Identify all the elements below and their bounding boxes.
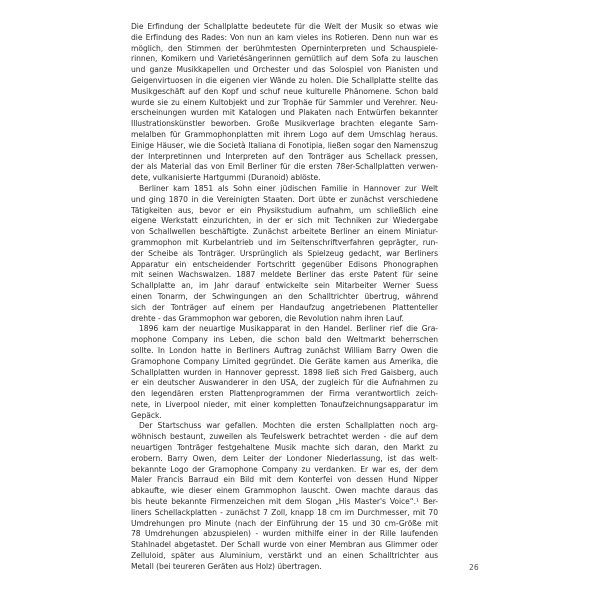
text-line: Illustrationskünstler beworben. Große Musikverlage brachten elegante Sam- [131, 119, 438, 129]
text-line: Musikgeschäft auf den Kopf und schuf neue kulturelle Phänomene. Schon bald [131, 86, 438, 96]
text-line: rinnen, Komikern und Varietésängerinnen gemütlich auf dem Sofa zu lauschen [131, 54, 438, 64]
text-line: eigene Werkstatt einzurichten, in der er sich mit Techniken zur Wiedergabe [131, 216, 438, 226]
text-line: Schallplatte an, im Jahr darauf entwickelte sein Mitarbeiter Werner Suess [131, 281, 438, 291]
text-line: von Schallwellen beschäftigte. Zunächst arbeitete Berliner an einem Miniatur- [131, 227, 438, 237]
text-line: Der Startschuss war gefallen. Mochten die ersten Schallplatten noch arg- [139, 421, 438, 431]
text-line: wurde sie zu einem Kultobjekt und zur Trophäe für Sammler und Verehrer. Neu- [131, 97, 438, 107]
text-line: neuartigen Tonträger festgehaltene Musik machte sich daran, den Markt zu [131, 443, 438, 453]
text-line: sich der Tonträger auf einem per Handaufzug angetriebenen Plattenteller [131, 302, 438, 312]
paragraph [131, 421, 438, 572]
text-line: der als Material das von Emil Berliner für die ersten 78er-Schallplatten verwen- [131, 162, 438, 172]
text-line: mit seinen Wachswalzen. 1887 meldete Berliner das erste Patent für seine [131, 270, 438, 280]
text-line: Einige Häuser, wie die Società Italiana di Fonotipia, ließen sogar den Namenszug [131, 140, 438, 150]
text-line: Gepäck. [131, 410, 162, 420]
text-line: Berliner kam 1851 als Sohn einer jüdischen Familie in Hannover zur Welt [139, 183, 438, 193]
text-line: Maler Francis Barraud ein Bild mit dem Konterfei von dessen Hund Nipper [131, 475, 438, 485]
text-line: 78 Umdrehungen abzuspielen) - wurden mithilfe einer in der Rille laufenden [131, 529, 438, 539]
text-line: Gramophone Company Limited gegründet. Die Geräte kamen aus Amerika, die [131, 356, 438, 366]
text-line: und ganze Musikkapellen und Orchester und das Solospiel von Pianisten und [131, 65, 438, 75]
text-line: die Erfindung des Rades: Von nun an kam vieles ins Rotieren. Denn nun war es [131, 32, 438, 42]
text-line: Stahlnadel abgetastet. Der Schall wurde von einer Membran aus Glimmer oder [131, 540, 438, 550]
text-line: bekannte Logo der Gramophone Company zu verdanken. Er war es, der dem [131, 464, 438, 474]
text-line: Die Erfindung der Schallplatte bedeutete für die Welt der Musik so etwas wie [131, 22, 438, 31]
text-line: erscheinungen wurden mit Katalogen und Plakaten nach Entwürfen bekannter [131, 108, 438, 118]
text-line: Schallplatten wurden in Hannover gepresst. 1898 ließ sich Fred Gaisberg, auch [131, 367, 438, 377]
paragraph [131, 184, 438, 324]
text-line: 1896 kam der neuartige Musikapparat in den Handel. Berliner rief die Gra- [139, 324, 438, 334]
text-line: mophone Company ins Leben, die schon bald den Weltmarkt beherrschen [131, 335, 438, 345]
text-line: und ging 1870 in die Vereinigten Staaten. Dort übte er zunächst verschiedene [131, 194, 438, 204]
body-text [131, 22, 438, 573]
text-line: liners Schellackplatten - zunächst 7 Zoll, knapp 18 cm im Durchmesser, mit 70 [131, 507, 438, 517]
text-line: melalben für Grammophonplatten mit ihrem Logo auf dem Umschlag heraus. [131, 129, 438, 139]
text-line: Umdrehungen pro Minute (nach der Einführung der 15 und 30 cm-Größe mit [131, 518, 438, 528]
text-line: den legendären ersten Plattenprogrammen der Firma verantwortlich zeich- [131, 389, 438, 399]
text-line: der Interpretinnen und Interpreten auf den Tonträger aus Schellack pressen, [131, 151, 438, 161]
text-line: wöhnisch bestaunt, zuweilen als Teufelswerk betrachtet werden - die auf dem [131, 432, 438, 442]
text-line: Geigenvirtuosen in die eigenen vier Wände zu holen. Die Schallplatte stellte das [131, 75, 438, 85]
text-line: grammophon mit Kurbelantrieb und im Seitenschriftverfahren geprägter, run- [131, 237, 438, 247]
text-line: Apparatur ein entscheidender Fortschritt gegenüber Edisons Phonographen [131, 259, 438, 269]
text-line: er ein deutscher Auswanderer in den USA, der zugleich für die Aufnahmen zu [131, 378, 438, 388]
text-line: Tätigkeiten aus, bevor er ein Physikstudium aufnahm, um schließlich eine [131, 205, 438, 215]
text-line: bis heute bekannte Firmenzeichen mit dem Slogan „His Master's Voice“.¹ Ber- [131, 497, 438, 507]
text-line: drehte - das Grammophon war geboren, die Revolution nahm ihren Lauf. [131, 313, 404, 323]
text-line: möglich, den Stimmen der berühmtesten Operninterpreten und Schauspiele- [131, 43, 438, 53]
text-line: einen Tonarm, der Schwingungen an den Schalltrichter übertrug, während [131, 291, 438, 301]
text-line: dete, vulkanisierte Hartgummi (Duranoid) ablöste. [131, 173, 321, 183]
text-line: nete, in Liverpool nieder, mit einer kompletten Tonaufzeichnungsapparatur im [131, 399, 438, 409]
paragraph [131, 324, 438, 421]
text-line: Metall (bei teureren Geräten aus Holz) übertragen. [131, 561, 322, 571]
page-number: 26 [469, 563, 479, 572]
text-line: Zelluloid, später aus Aluminium, verstärkt und an einen Schalltrichter aus [131, 551, 438, 561]
text-line: der Scheibe als Tonträger. Ursprünglich als Spielzeug gedacht, war Berliners [131, 248, 438, 258]
text-line: erobern. Barry Owen, dem Leiter der Londoner Niederlassung, ist das welt- [131, 453, 438, 463]
paragraph [131, 22, 438, 184]
text-line: sollte. In London hatte in Berliners Auftrag zunächst William Barry Owen die [131, 345, 438, 355]
text-line: abkaufte, wie dieser einem Grammophon lauscht. Owen machte daraus das [131, 486, 438, 496]
